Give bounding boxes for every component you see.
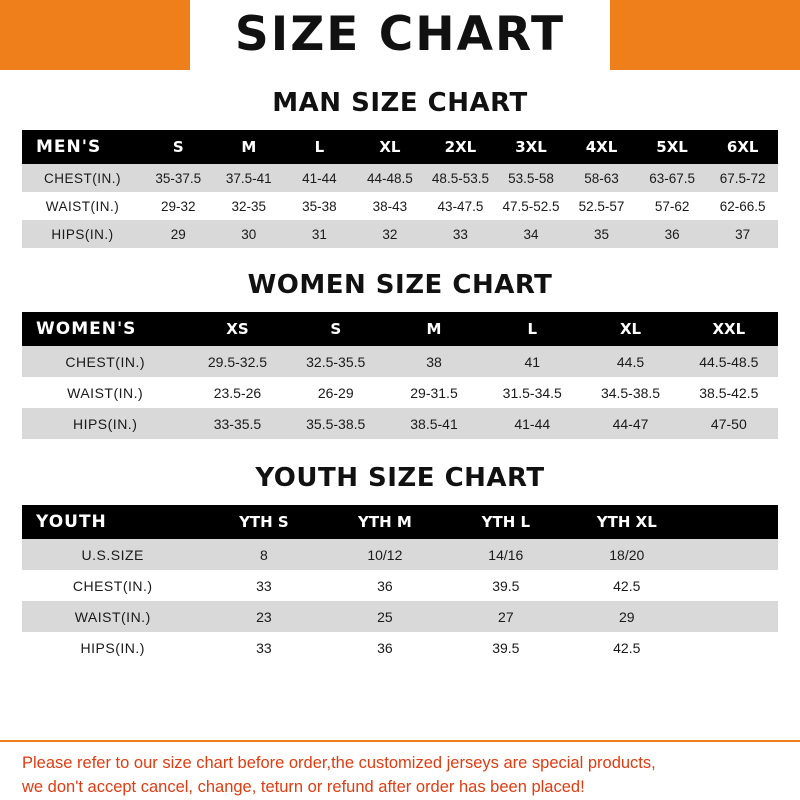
table-header-row <box>22 130 778 164</box>
table-cell: 33-35.5 <box>213 415 262 432</box>
table-cell-spacer <box>687 570 778 601</box>
youth-size-m: YTH M <box>357 513 412 531</box>
women-header-label: WOMEN'S <box>36 319 137 339</box>
table-cell: 47-50 <box>710 415 747 432</box>
table-cell: 67.5-72 <box>719 170 766 186</box>
table-cell: 44.5 <box>616 353 645 370</box>
women-row-label-hips: HIPS(IN.) <box>72 415 138 432</box>
table-cell: 36 <box>664 226 680 242</box>
men-section-title: MAN SIZE CHART <box>272 88 528 118</box>
table-cell: 57-62 <box>654 198 690 214</box>
youth-header-spacer <box>687 505 778 539</box>
men-size-xl: XL <box>379 138 401 156</box>
table-cell: 30 <box>241 226 257 242</box>
table-cell: 42.5 <box>613 577 641 594</box>
table-cell: 29 <box>170 226 186 242</box>
table-cell: 32-35 <box>231 198 267 214</box>
table-cell-spacer <box>687 539 778 570</box>
table-cell: 8 <box>260 546 268 563</box>
page-header <box>0 0 800 70</box>
table-row <box>22 539 778 570</box>
youth-size-xl: YTH XL <box>596 513 657 531</box>
men-row-label-hips: HIPS(IN.) <box>51 226 114 242</box>
table-cell: 10/12 <box>367 546 403 563</box>
women-row-label-waist: WAIST(IN.) <box>67 384 144 401</box>
youth-row-label-chest: CHEST(IN.) <box>72 577 153 594</box>
table-cell: 44.5-48.5 <box>699 353 759 370</box>
table-cell: 36 <box>377 577 393 594</box>
men-size-5xl: 5XL <box>656 138 688 156</box>
women-size-l: L <box>527 320 538 338</box>
women-size-xl: XL <box>619 320 642 338</box>
table-cell: 29 <box>618 608 635 625</box>
youth-row-label-waist: WAIST(IN.) <box>74 608 151 625</box>
table-cell: 38-43 <box>372 198 408 214</box>
table-cell: 27 <box>498 608 514 625</box>
footer-note-line-1: Please refer to our size chart before order,the customized jerseys are special products, <box>22 754 656 773</box>
table-header-row <box>22 312 778 346</box>
table-cell: 44-47 <box>612 415 649 432</box>
table-cell: 35-37.5 <box>155 170 202 186</box>
table-header-row <box>22 505 778 539</box>
table-cell: 23.5-26 <box>213 384 262 401</box>
table-cell: 37.5-41 <box>225 170 272 186</box>
table-cell: 23 <box>256 608 272 625</box>
women-section-title: WOMEN SIZE CHART <box>247 270 553 300</box>
table-cell: 32 <box>382 226 398 242</box>
table-row <box>22 408 778 439</box>
table-cell: 29-31.5 <box>410 384 458 401</box>
youth-section-title: YOUTH SIZE CHART <box>255 463 545 493</box>
men-size-m: M <box>241 138 257 156</box>
men-row-label-waist: WAIST(IN.) <box>45 198 120 214</box>
table-cell: 41-44 <box>514 415 551 432</box>
youth-header-label: YOUTH <box>36 512 107 532</box>
footer-note-line-2: we don't accept cancel, change, teturn or refund after order has been placed! <box>22 778 585 797</box>
table-row <box>22 570 778 601</box>
youth-size-s: YTH S <box>239 513 289 531</box>
table-cell: 31 <box>311 226 327 242</box>
women-size-s: S <box>330 320 342 338</box>
table-cell: 41-44 <box>302 170 337 186</box>
table-row <box>22 601 778 632</box>
women-size-xs: XS <box>226 320 249 338</box>
table-cell: 35.5-38.5 <box>306 415 366 432</box>
table-cell: 38.5-41 <box>410 415 458 432</box>
page-title: SIZE CHART <box>234 7 566 62</box>
men-size-l: L <box>314 138 325 156</box>
table-cell: 32.5-35.5 <box>306 353 366 370</box>
table-cell: 34.5-38.5 <box>600 384 661 401</box>
men-size-4xl: 4XL <box>585 138 618 156</box>
women-size-xxl: XXL <box>712 320 746 338</box>
women-size-m: M <box>426 320 442 338</box>
table-cell: 62-66.5 <box>719 198 766 214</box>
table-cell: 52.5-57 <box>578 198 625 214</box>
table-cell-spacer <box>687 601 778 632</box>
women-size-table <box>22 312 778 439</box>
men-header-label: MEN'S <box>36 137 102 157</box>
table-cell: 14/16 <box>488 546 524 563</box>
men-size-3xl: 3XL <box>515 138 547 156</box>
table-cell: 35-38 <box>302 198 337 214</box>
women-row-label-chest: CHEST(IN.) <box>65 353 145 370</box>
table-cell: 53.5-58 <box>508 170 554 186</box>
youth-row-label-hips: HIPS(IN.) <box>80 639 145 656</box>
table-cell: 39.5 <box>492 639 520 656</box>
men-size-2xl: 2XL <box>444 138 477 156</box>
table-cell: 33 <box>256 639 272 656</box>
table-row <box>22 346 778 377</box>
table-cell: 26-29 <box>317 384 354 401</box>
table-cell: 35 <box>594 226 610 242</box>
table-row <box>22 164 778 192</box>
table-cell: 44-48.5 <box>367 170 413 186</box>
men-size-s: S <box>172 138 184 156</box>
table-cell: 33 <box>256 577 272 594</box>
table-cell: 38.5-42.5 <box>699 384 759 401</box>
table-cell: 18/20 <box>609 546 645 563</box>
table-cell: 41 <box>524 353 541 370</box>
men-row-label-chest: CHEST(IN.) <box>43 170 121 186</box>
table-cell: 36 <box>377 639 393 656</box>
youth-row-label-ussize: U.S.SIZE <box>81 546 144 563</box>
men-size-6xl: 6XL <box>726 138 759 156</box>
table-cell: 33 <box>452 226 468 242</box>
table-row <box>22 192 778 220</box>
footer-note <box>0 740 800 800</box>
chart-content <box>0 70 800 732</box>
table-row <box>22 377 778 408</box>
table-cell: 43-47.5 <box>437 198 484 214</box>
table-cell: 48.5-53.5 <box>431 170 489 186</box>
table-cell: 31.5-34.5 <box>502 384 562 401</box>
table-row <box>22 220 778 248</box>
table-cell: 34 <box>523 226 539 242</box>
table-cell-spacer <box>687 632 778 663</box>
table-cell: 39.5 <box>492 577 520 594</box>
table-cell: 42.5 <box>613 639 641 656</box>
men-size-table <box>22 130 778 248</box>
table-cell: 63-67.5 <box>649 170 695 186</box>
table-cell: 38 <box>426 353 442 370</box>
youth-size-l: YTH L <box>481 513 531 531</box>
table-cell: 47.5-52.5 <box>502 198 560 214</box>
table-row <box>22 632 778 663</box>
table-cell: 29.5-32.5 <box>207 353 268 370</box>
table-cell: 25 <box>377 608 393 625</box>
table-cell: 58-63 <box>584 170 619 186</box>
youth-size-table <box>22 505 778 663</box>
table-cell: 37 <box>735 226 751 242</box>
table-cell: 29-32 <box>160 198 196 214</box>
